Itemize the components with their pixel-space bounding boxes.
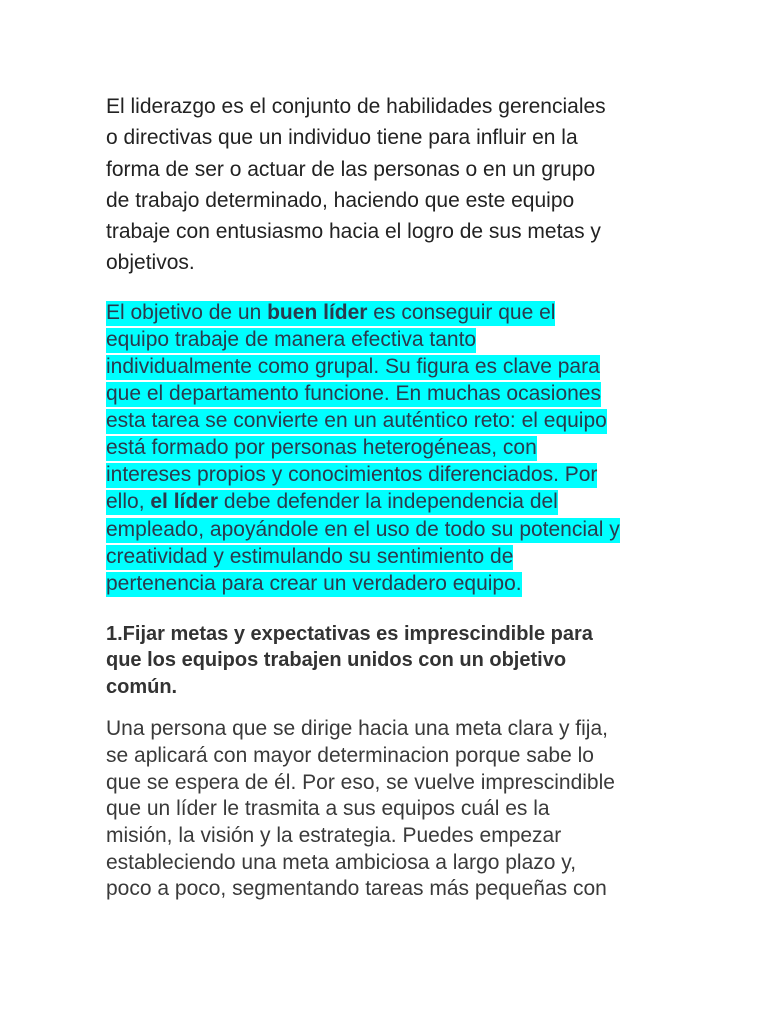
highlighted-line [106, 434, 666, 461]
line-text: pertenencia para crear un verdadero equipo. [106, 571, 522, 595]
paragraph-line: que se espera de él. Por eso, se vuelve imprescindible [106, 770, 615, 794]
bold-term-el-lider: el líder [150, 490, 219, 514]
line-text: es conseguir que el [367, 300, 556, 324]
line-text: creatividad y estimulando su sentimiento de [106, 544, 514, 568]
heading-line: 1.Fijar metas y expectativas es imprescindible para [106, 622, 593, 645]
highlighted-line [106, 299, 666, 326]
line-text: está formado por personas heterogéneas, con [106, 436, 537, 460]
heading-line: común. [106, 675, 178, 698]
line-text: intereses propios y conocimientos diferenciados. Por [106, 463, 598, 487]
paragraph-line: Una persona que se dirige hacia una meta clara y fija, [106, 717, 608, 741]
line-text: El objetivo de un [106, 300, 268, 324]
highlighted-line [106, 326, 666, 353]
paragraph-line: El liderazgo es el conjunto de habilidades gerenciales [106, 95, 606, 118]
line-text: que el departamento funcione. En muchas ocasiones [106, 382, 601, 406]
line-text: esta tarea se convierte en un auténtico reto: el equipo [106, 409, 607, 433]
paragraph-line: que un líder le trasmita a sus equipos cuál es la [106, 797, 550, 821]
document-page [106, 91, 666, 903]
heading-line: que los equipos trabajen unidos con un objetivo [106, 649, 567, 672]
highlighted-line [106, 353, 666, 380]
line-text: debe defender la independencia del [218, 490, 558, 514]
body-paragraph [106, 716, 666, 903]
highlighted-line [106, 570, 666, 597]
highlighted-paragraph [106, 299, 666, 597]
line-text: empleado, apoyándole en el uso de todo su potencial y [106, 517, 620, 541]
section-heading [106, 621, 666, 701]
paragraph-line: o directivas que un individuo tiene para influir en la [106, 126, 578, 150]
paragraph-line: poco a poco, segmentando tareas más pequeñas con [106, 877, 607, 901]
paragraph-line: misión, la visión y la estrategia. Puedes empezar [106, 824, 562, 848]
paragraph-line: trabaje con entusiasmo hacia el logro de sus metas y [106, 220, 601, 244]
highlighted-line [106, 543, 666, 570]
highlighted-line [106, 516, 666, 543]
paragraph-line: objetivos. [106, 251, 195, 275]
highlighted-line [106, 488, 666, 515]
line-text: individualmente como grupal. Su figura es clave para [106, 354, 600, 378]
highlighted-line [106, 407, 666, 434]
bold-term-buen-lider: buen líder [267, 300, 368, 324]
highlighted-line [106, 461, 666, 488]
paragraph-line: se aplicará con mayor determinacion porque sabe lo [106, 744, 594, 767]
line-text: ello, [106, 490, 151, 514]
line-text: equipo trabaje de manera efectiva tanto [106, 327, 477, 351]
highlighted-line [106, 380, 666, 407]
paragraph-line: de trabajo determinado, haciendo que este equipo [106, 188, 575, 212]
intro-paragraph [106, 91, 666, 279]
paragraph-line: forma de ser o actuar de las personas o en un grupo [106, 157, 596, 181]
paragraph-line: estableciendo una meta ambiciosa a largo plazo y, [106, 850, 577, 874]
